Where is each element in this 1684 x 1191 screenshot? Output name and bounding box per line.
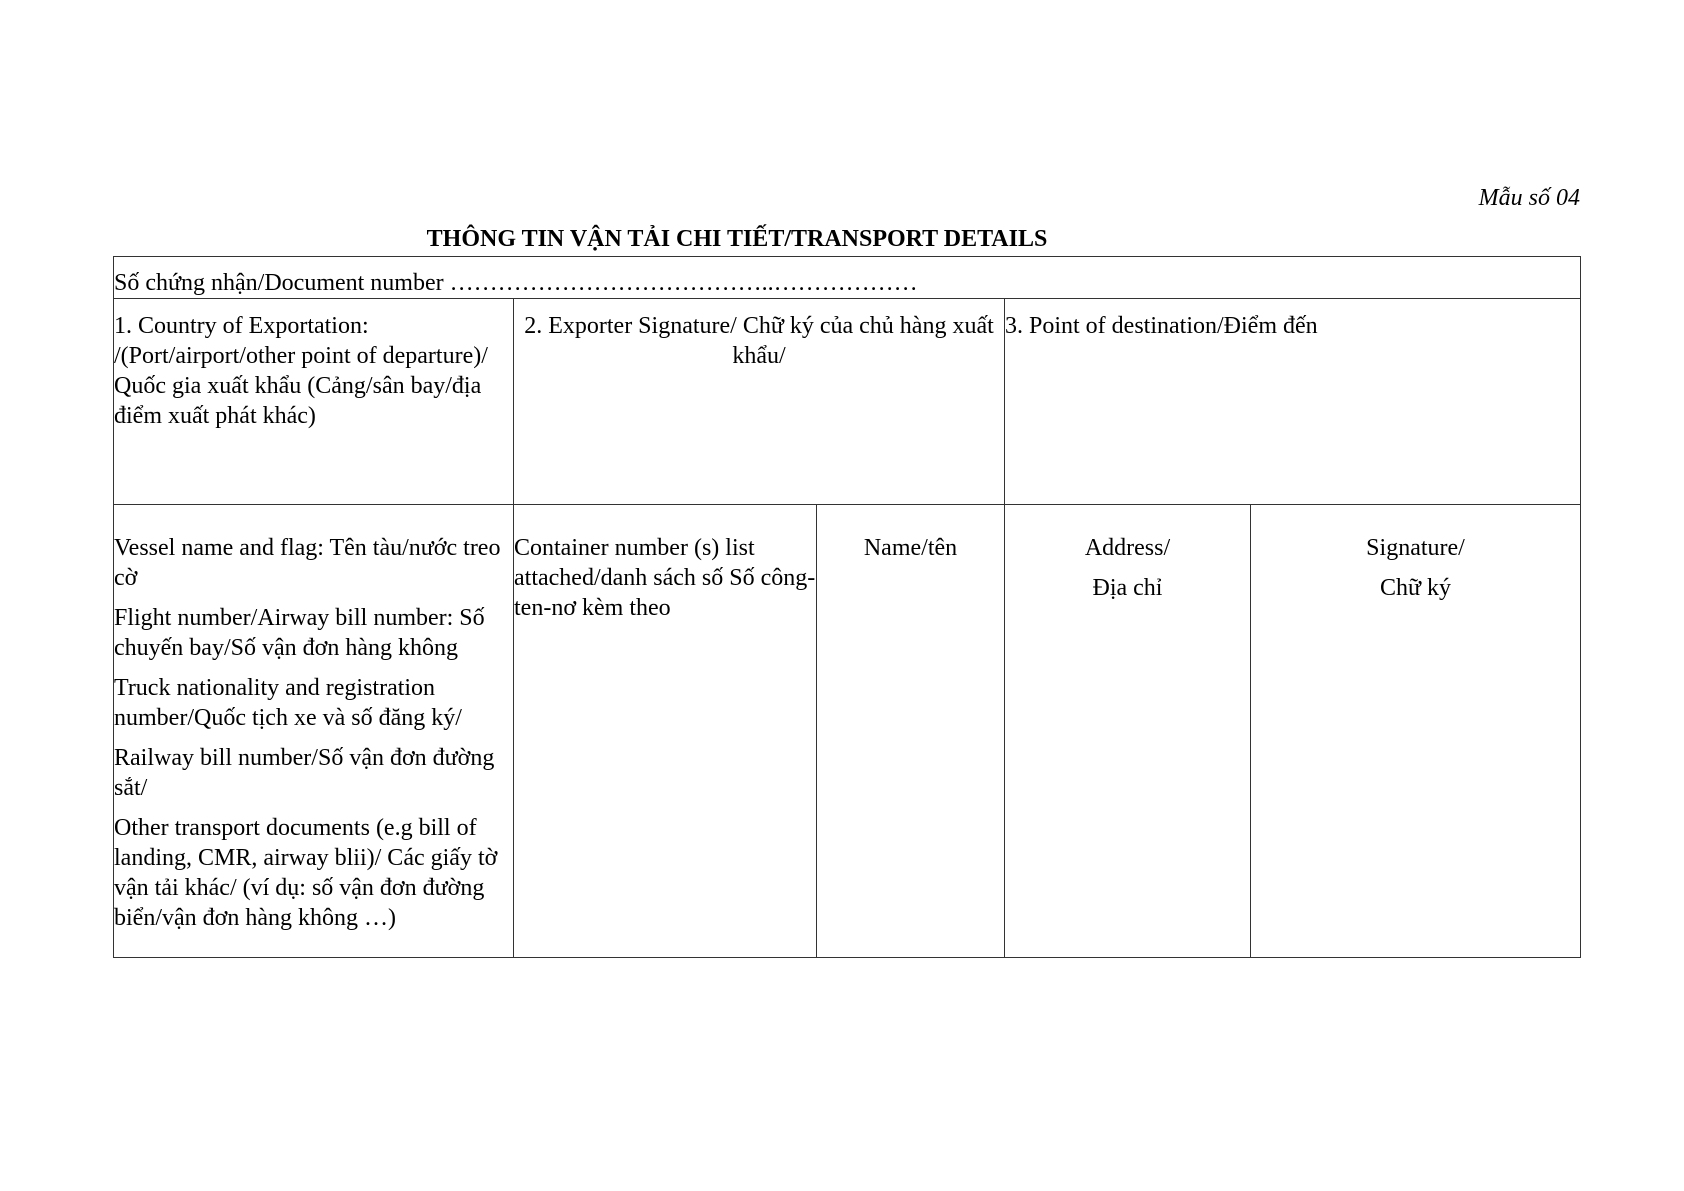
document-number-label: Số chứng nhận/Document number …………………………………..……………… — [114, 270, 918, 296]
address-label-en: Address/ — [1084, 535, 1171, 561]
container-number-label: Container number (s) list attached/danh sách số Số công-ten-nơ kèm theo — [514, 535, 816, 621]
document-number-cell — [114, 257, 1581, 299]
address-cell — [1005, 505, 1251, 958]
country-of-exportation-cell — [114, 299, 514, 505]
transport-means-cell — [114, 505, 514, 958]
flight-number-label: Flight number/Airway bill number: Số chuyến bay/Số vận đơn hàng không — [114, 605, 485, 661]
name-cell — [817, 505, 1005, 958]
document-number-row — [114, 257, 1581, 299]
exporter-signature-cell — [514, 299, 1005, 505]
truck-nationality-label: Truck nationality and registration number/Quốc tịch xe và số đăng ký/ — [114, 675, 462, 731]
signature-cell — [1251, 505, 1581, 958]
container-number-cell — [514, 505, 817, 958]
exporter-signature-label: 2. Exporter Signature/ Chữ ký của chủ hàng xuất khẩu/ — [524, 313, 994, 369]
page-title: THÔNG TIN VẬN TẢI CHI TIẾT/TRANSPORT DETAILS — [426, 226, 1048, 252]
transport-body-row — [114, 505, 1581, 958]
form-number: Mẫu số 04 — [1478, 185, 1580, 211]
name-label: Name/tên — [863, 535, 958, 561]
address-label-vi: Địa chỉ — [1092, 575, 1163, 601]
other-documents-label: Other transport documents (e.g bill of landing, CMR, airway blii)/ Các giấy tờ vận tải khác/ (ví dụ: số vận đơn đường biển/vận đơn hàng không …) — [114, 815, 498, 931]
point-of-destination-cell — [1005, 299, 1581, 505]
point-of-destination-label: 3. Point of destination/Điểm đến — [1005, 313, 1318, 339]
railway-bill-label: Railway bill number/Số vận đơn đường sắt/ — [114, 745, 495, 801]
signature-label-vi: Chữ ký — [1380, 575, 1452, 601]
signature-label-en: Signature/ — [1366, 535, 1465, 561]
transport-details-table — [113, 256, 1581, 958]
vessel-name-label: Vessel name and flag: Tên tàu/nước treo cờ — [114, 535, 501, 591]
country-of-exportation-label: 1. Country of Exportation: /(Port/airport/other point of departure)/ Quốc gia xuất khẩu (Cảng/sân bay/địa điểm xuất phát khác) — [114, 313, 488, 429]
section-header-row — [114, 299, 1581, 505]
